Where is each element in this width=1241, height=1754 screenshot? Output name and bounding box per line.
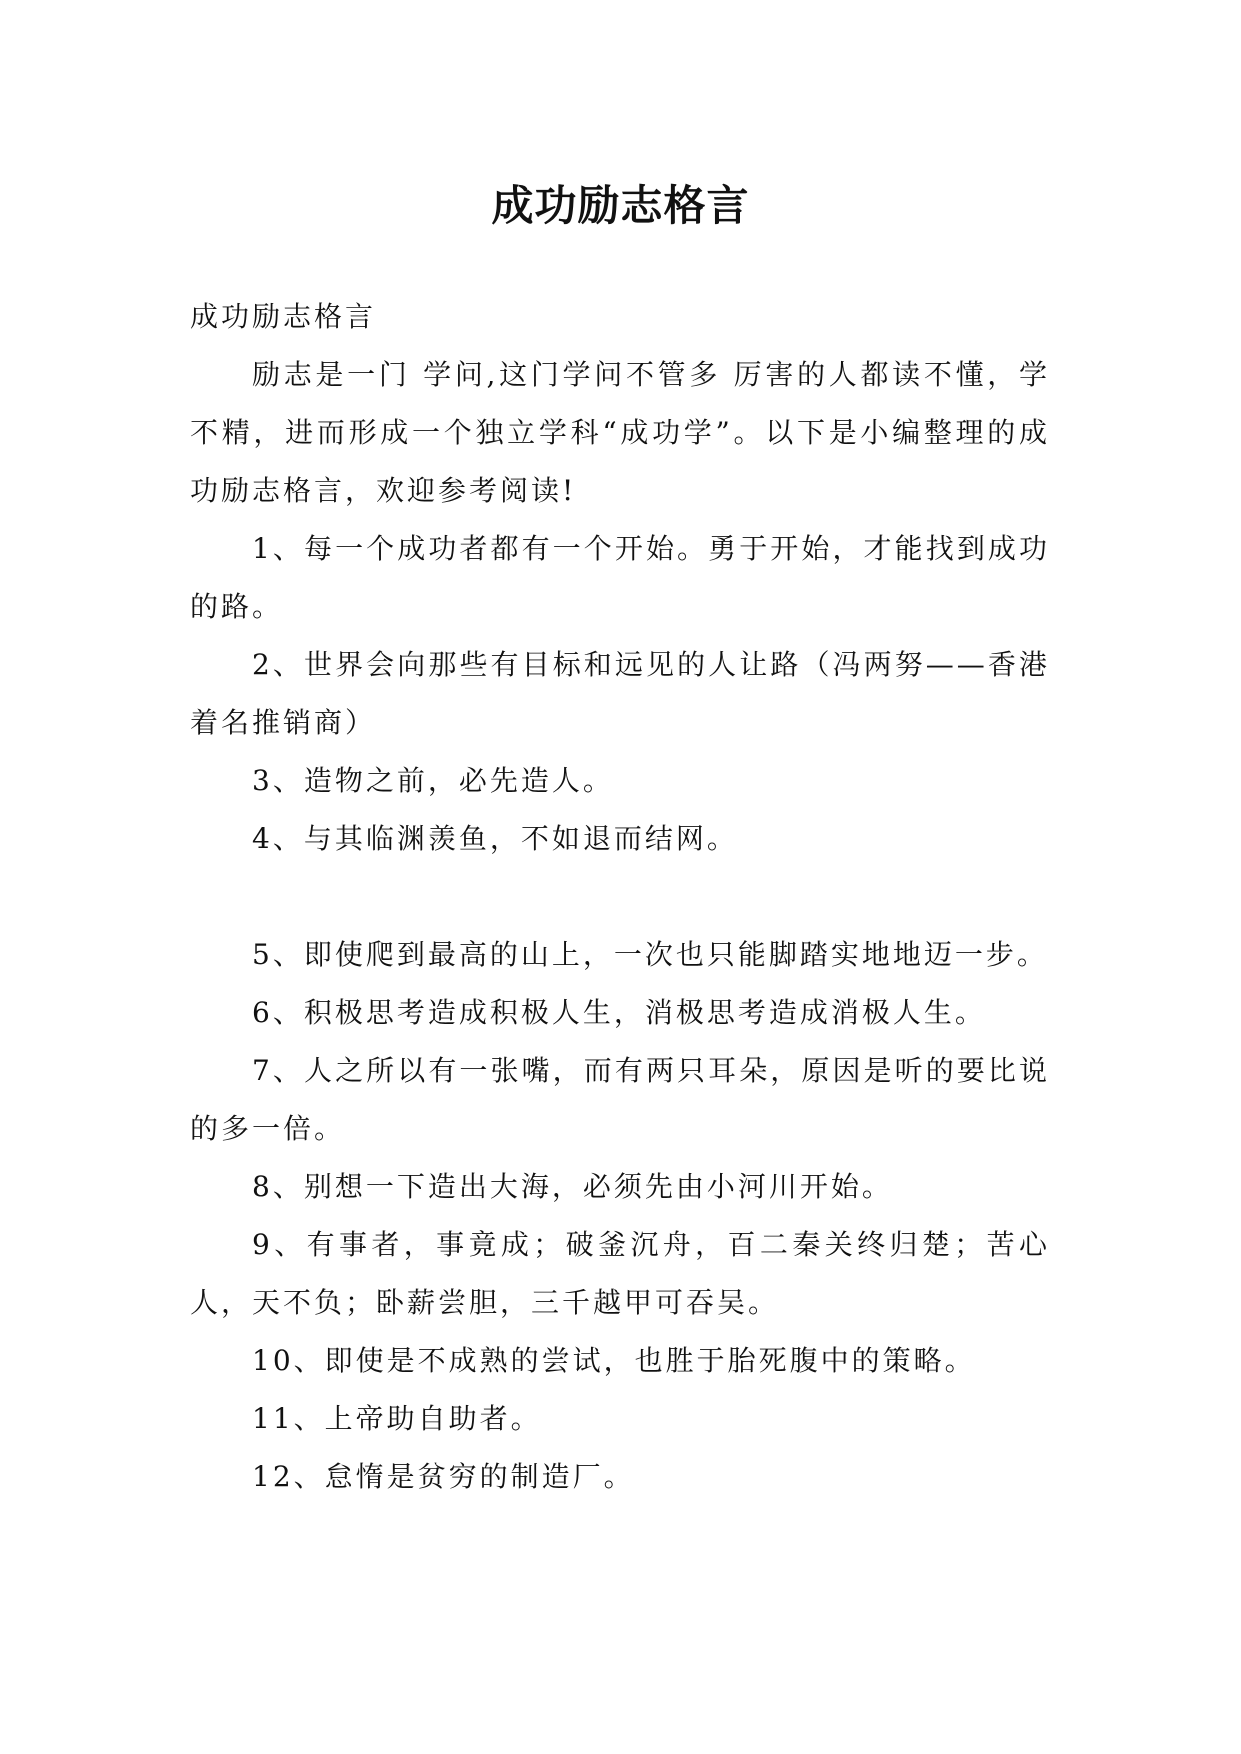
quote-item-5: 5、即使爬到最高的山上，一次也只能脚踏实地地迈一步。 — [252, 938, 1048, 971]
quote-item-12: 12、怠惰是贫穷的制造厂。 — [252, 1460, 635, 1493]
document-title: 成功励志格言 — [491, 181, 750, 231]
quote-item-9: 9、有事者，事竟成；破釜沉舟，百二秦关终归楚；苦心人，天不负；卧薪尝胆，三千越甲可吞吴。 — [190, 1228, 1050, 1319]
section-heading: 成功励志格言 — [190, 300, 377, 333]
document-body — [190, 288, 1050, 1506]
quote-item-2: 2、世界会向那些有目标和远见的人让路（冯两努——香港着名推销商） — [190, 648, 1050, 739]
quote-item-3: 3、造物之前，必先造人。 — [252, 764, 614, 797]
quote-item-6: 6、积极思考造成积极人生，消极思考造成消极人生。 — [252, 996, 986, 1029]
quote-item-8: 8、别想一下造出大海，必须先由小河川开始。 — [252, 1170, 893, 1203]
quote-item-11: 11、上帝助自助者。 — [252, 1402, 542, 1435]
quote-item-1: 1、每一个成功者都有一个开始。勇于开始，才能找到成功的路。 — [190, 532, 1050, 623]
quote-item-10: 10、即使是不成熟的尝试，也胜于胎死腹中的策略。 — [252, 1344, 976, 1377]
intro-paragraph: 励志是一门 学问,这门学问不管多 厉害的人都读不懂，学不精，进而形成一个独立学科“成功学”。以下是小编整理的成功励志格言，欢迎参考阅读! — [190, 358, 1050, 507]
quote-item-4: 4、与其临渊羡鱼，不如退而结网。 — [252, 822, 738, 855]
quote-item-7: 7、人之所以有一张嘴，而有两只耳朵，原因是听的要比说的多一倍。 — [190, 1054, 1050, 1145]
paragraph-spacer — [190, 868, 1050, 926]
